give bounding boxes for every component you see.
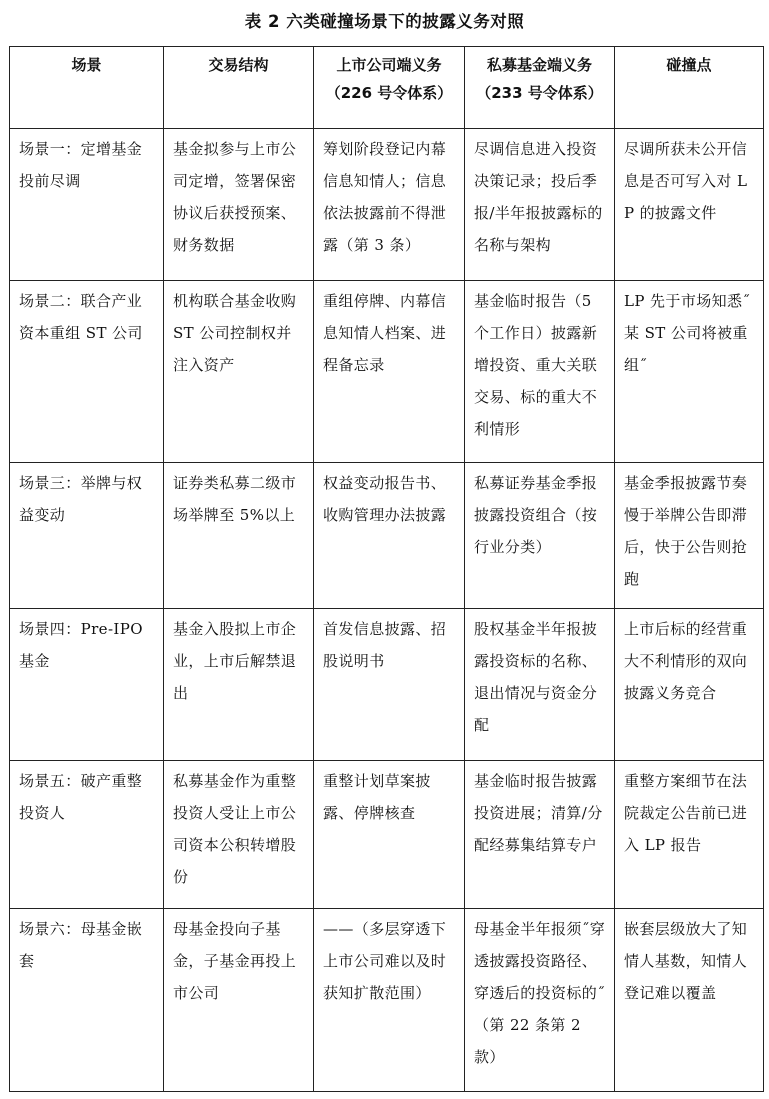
cell-collision: 上市后标的经营重大不利情形的双向披露义务竞合 bbox=[624, 620, 748, 702]
cell-fund-duty: 基金临时报告（5 个工作日）披露新增投资、重大关联交易、标的重大不利情形 bbox=[474, 292, 598, 438]
cell-collision: 基金季报披露节奏慢于举牌公告即滞后，快于公告则抢跑 bbox=[624, 474, 748, 588]
cell-collision: LP 先于市场知悉˝某 ST 公司将被重组˝ bbox=[624, 292, 751, 374]
cell-scene: 场景三：举牌与权益变动 bbox=[19, 474, 143, 524]
header-scene bbox=[10, 47, 164, 129]
disclosure-comparison-table bbox=[9, 46, 764, 1092]
cell-structure: 私募基金作为重整投资人受让上市公司资本公积转增股份 bbox=[173, 772, 297, 886]
table-row bbox=[10, 129, 764, 281]
cell-scene: 场景四：Pre-IPO 基金 bbox=[19, 620, 143, 670]
cell-listed-duty: ——（多层穿透下上市公司难以及时获知扩散范围） bbox=[323, 920, 447, 1002]
cell-collision: 重整方案细节在法院裁定公告前已进入 LP 报告 bbox=[624, 772, 748, 854]
cell-structure: 机构联合基金收购 ST 公司控制权并注入资产 bbox=[173, 292, 297, 374]
header-private-fund bbox=[465, 47, 615, 129]
cell-scene: 场景一：定增基金投前尽调 bbox=[19, 140, 143, 190]
table-row bbox=[10, 909, 764, 1092]
cell-fund-duty: 基金临时报告披露投资进展；清算/分配经募集结算专户 bbox=[474, 772, 603, 854]
table-row bbox=[10, 609, 764, 761]
header-collision-point bbox=[615, 47, 764, 129]
cell-structure: 基金入股拟上市企业，上市后解禁退出 bbox=[173, 620, 297, 702]
table-row bbox=[10, 281, 764, 463]
cell-collision: 嵌套层级放大了知情人基数，知情人登记难以覆盖 bbox=[624, 920, 748, 1002]
cell-scene: 场景五：破产重整投资人 bbox=[19, 772, 143, 822]
header-structure bbox=[164, 47, 314, 129]
cell-scene: 场景六：母基金嵌套 bbox=[19, 920, 143, 970]
header-collision-point-label: 碰撞点 bbox=[666, 56, 712, 74]
cell-listed-duty: 重整计划草案披露、停牌核查 bbox=[323, 772, 431, 822]
header-row bbox=[10, 47, 764, 129]
cell-listed-duty: 重组停牌、内幕信息知情人档案、进程备忘录 bbox=[323, 292, 447, 374]
cell-fund-duty: 股权基金半年报披露投资标的名称、退出情况与资金分配 bbox=[474, 620, 598, 734]
cell-fund-duty: 私募证券基金季报披露投资组合（按行业分类） bbox=[474, 474, 598, 556]
header-structure-label: 交易结构 bbox=[208, 56, 269, 74]
header-listed-company bbox=[314, 47, 465, 129]
cell-fund-duty: 尽调信息进入投资决策记录；投后季报/半年报披露标的名称与架构 bbox=[474, 140, 603, 254]
cell-listed-duty: 首发信息披露、招股说明书 bbox=[323, 620, 447, 670]
cell-scene: 场景二：联合产业资本重组 ST 公司 bbox=[19, 292, 143, 342]
header-listed-company-label: 上市公司端义务 bbox=[336, 56, 442, 74]
table-row bbox=[10, 761, 764, 909]
header-private-fund-regime: （233 号令体系） bbox=[476, 84, 603, 102]
table-row bbox=[10, 463, 764, 609]
cell-structure: 母基金投向子基金，子基金再投上市公司 bbox=[173, 920, 297, 1002]
cell-structure: 基金拟参与上市公司定增，签署保密协议后获授预案、财务数据 bbox=[173, 140, 297, 254]
cell-listed-duty: 权益变动报告书、收购管理办法披露 bbox=[323, 474, 447, 524]
header-listed-company-regime: （226 号令体系） bbox=[325, 84, 453, 102]
table-title: 表 2 六类碰撞场景下的披露义务对照 bbox=[244, 12, 525, 31]
cell-listed-duty: 筹划阶段登记内幕信息知情人；信息依法披露前不得泄露（第 3 条） bbox=[323, 140, 447, 254]
cell-fund-duty: 母基金半年报须˝穿透披露投资路径、穿透后的投资标的˝（第 22 条第 2 款） bbox=[474, 920, 606, 1066]
cell-collision: 尽调所获未公开信息是否可写入对 LP 的披露文件 bbox=[624, 140, 748, 222]
header-private-fund-label: 私募基金端义务 bbox=[486, 56, 592, 74]
cell-structure: 证券类私募二级市场举牌至 5%以上 bbox=[173, 474, 297, 524]
header-scene-label: 场景 bbox=[71, 56, 102, 74]
